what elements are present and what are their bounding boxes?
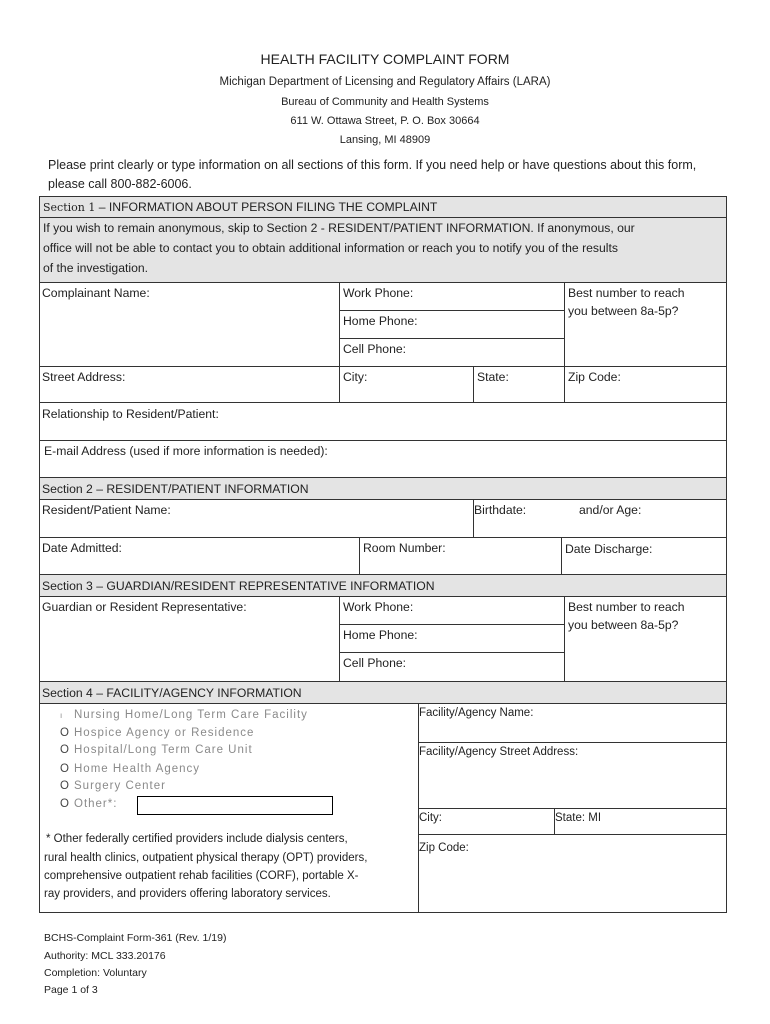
facility-address-field[interactable]: Facility/Agency Street Address:	[418, 742, 727, 809]
section2-header: Section 2 – RESIDENT/PATIENT INFORMATION	[39, 477, 727, 500]
facility-name-field[interactable]: Facility/Agency Name:	[418, 703, 727, 743]
facility-zip-field[interactable]: Zip Code:	[418, 834, 727, 913]
relationship-field[interactable]: Relationship to Resident/Patient:	[39, 402, 727, 441]
state-field[interactable]: State:	[473, 366, 565, 403]
form-title: HEALTH FACILITY COMPLAINT FORM	[260, 51, 510, 67]
guardian-best-number-field[interactable]: Best number to reach you between 8a-5p?	[564, 596, 727, 682]
agency-city: Lansing, MI 48909	[339, 134, 431, 146]
intro-text: Please print clearly or type information on all sections of this form. If you need help or have questions about this form, please call 800-882-6006.	[48, 158, 697, 191]
radio-icon[interactable]: O	[60, 763, 69, 775]
guardian-name-field[interactable]: Guardian or Resident Representative:	[39, 596, 340, 682]
option-hospice[interactable]: O Hospice Agency or Residence	[60, 727, 255, 739]
section1-header	[39, 196, 727, 218]
room-number-field[interactable]: Room Number:	[359, 537, 562, 575]
authority: Authority: MCL 333.20176	[44, 950, 166, 962]
section4-header: Section 4 – FACILITY/AGENCY INFORMATION	[39, 681, 727, 704]
agency-address: 611 W. Ottawa Street, P. O. Box 30664	[290, 115, 480, 127]
zip-code-field[interactable]: Zip Code:	[564, 366, 727, 403]
birthdate-age-field[interactable]: Birthdate: and/or Age:	[473, 499, 727, 538]
option-surgery-center[interactable]: O Surgery Center	[60, 780, 166, 792]
complainant-name-field[interactable]: Complainant Name:	[39, 282, 340, 367]
option-other[interactable]: O Other*:	[60, 798, 118, 810]
section3-header: Section 3 – GUARDIAN/RESIDENT REPRESENTATIVE INFORMATION	[39, 574, 727, 597]
section1-note: If you wish to remain anonymous, skip to Section 2 - RESIDENT/PATIENT INFORMATION. If anonymous, our office will not be able to contact you to obtain additional information or reach you to notify you of the results of the investigation.	[39, 217, 727, 283]
agency-name: Michigan Department of Licensing and Regulatory Affairs (LARA)	[219, 76, 551, 88]
option-home-health[interactable]: O Home Health Agency	[60, 763, 201, 775]
email-field[interactable]: E-mail Address (used if more information is needed):	[39, 440, 727, 478]
guardian-work-phone-field[interactable]: Work Phone:	[339, 596, 565, 625]
facility-city-field[interactable]: City:	[418, 808, 555, 835]
option-hospital[interactable]: O Hospital/Long Term Care Unit	[60, 744, 253, 756]
street-address-field[interactable]: Street Address:	[39, 366, 340, 403]
form-id: BCHS-Complaint Form-361 (Rev. 1/19)	[44, 932, 227, 944]
best-number-field[interactable]: Best number to reach you between 8a-5p?	[564, 282, 727, 367]
radio-icon[interactable]: ı	[60, 711, 64, 720]
radio-icon[interactable]: O	[60, 727, 69, 739]
guardian-cell-phone-field[interactable]: Cell Phone:	[339, 652, 565, 682]
section1-label-prefix: Section 1	[43, 201, 96, 214]
radio-icon[interactable]: O	[60, 744, 69, 756]
facility-state-field[interactable]: State: MI	[554, 808, 727, 835]
guardian-home-phone-field[interactable]: Home Phone:	[339, 624, 565, 653]
radio-icon[interactable]: O	[60, 798, 69, 810]
patient-name-field[interactable]: Resident/Patient Name:	[39, 499, 474, 538]
other-text-input[interactable]	[137, 796, 333, 815]
city-field[interactable]: City:	[339, 366, 474, 403]
radio-icon[interactable]: O	[60, 780, 69, 792]
work-phone-field[interactable]: Work Phone:	[339, 282, 565, 311]
cell-phone-field[interactable]: Cell Phone:	[339, 338, 565, 367]
completion: Completion: Voluntary	[44, 967, 147, 979]
bureau-name: Bureau of Community and Health Systems	[281, 96, 489, 108]
home-phone-field[interactable]: Home Phone:	[339, 310, 565, 339]
page-number: Page 1 of 3	[44, 984, 98, 996]
date-discharge-field[interactable]: Date Discharge:	[561, 537, 727, 575]
option-nursing-home[interactable]: ı Nursing Home/Long Term Care Facility	[60, 709, 308, 721]
date-admitted-field[interactable]: Date Admitted:	[39, 537, 360, 575]
section1-label: – INFORMATION ABOUT PERSON FILING THE COMPLAINT	[95, 200, 438, 214]
